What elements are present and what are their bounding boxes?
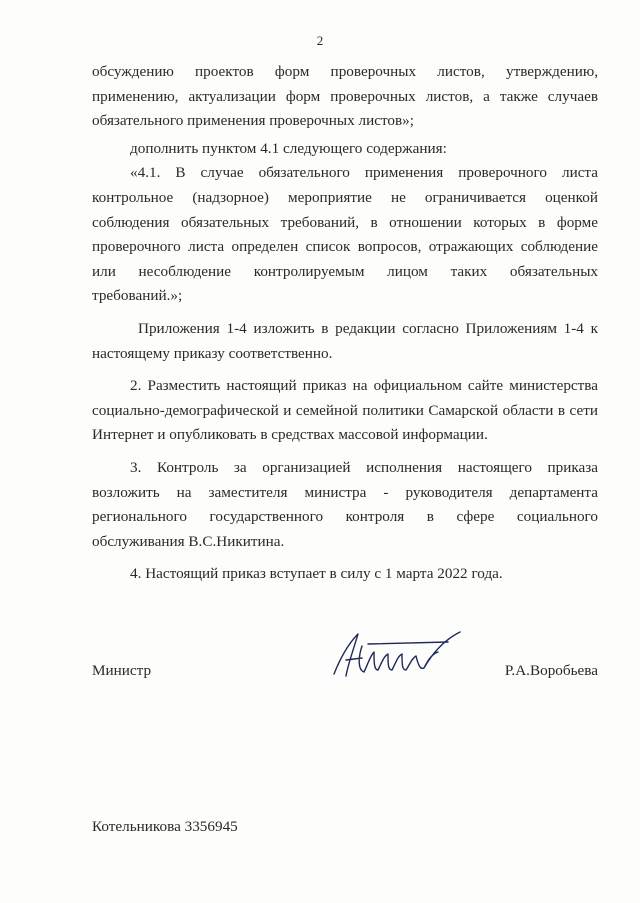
text-line: обязательного применения проверочных листов»; (92, 112, 414, 130)
text-line: проверочного листа определен список вопросов, отражающих соблюдение (92, 238, 598, 256)
text-line: обсуждению проектов форм проверочных листов, утверждению, (92, 63, 598, 80)
text-line: соблюдения обязательных требований, в отношении которых в форме (92, 213, 598, 231)
text-line: 3. Контроль за организацией исполнения настоящего приказа (130, 458, 598, 476)
document-body (92, 60, 598, 587)
text-line: применению, актуализации форм проверочных листов, а также случаев (92, 87, 598, 105)
text-line: возложить на заместителя министра - руководителя департамента (92, 483, 598, 501)
text-line: контрольное (надзорное) мероприятие не ограничивается оценкой (92, 188, 598, 206)
text-line: требований.»; (92, 287, 183, 305)
text-line: или несоблюдение контролируемым лицом таких обязательных (92, 262, 598, 280)
text-line: 2. Разместить настоящий приказ на официальном сайте министерства (130, 377, 598, 395)
signatory-name: Р.А.Воробьева (504, 662, 598, 679)
text-line: настоящему приказу соответственно. (92, 344, 333, 362)
signatory-role: Министр (92, 662, 152, 679)
signature-block (92, 659, 598, 683)
text-line: социально-демографической и семейной политики Самарской области в сети (92, 401, 598, 419)
text-line: Приложения 1-4 изложить в редакции согласно Приложениям 1-4 к (138, 319, 598, 337)
page-number: 2 (316, 33, 324, 48)
text-line: 4. Настоящий приказ вступает в силу с 1 марта 2022 года. (130, 565, 503, 583)
executor-contact: Котельникова 3356945 (92, 818, 238, 835)
text-line: регионального государственного контроля в сфере социального (92, 508, 598, 526)
text-line: «4.1. В случае обязательного применения проверочного листа (130, 164, 598, 182)
text-line: дополнить пунктом 4.1 следующего содержания: (130, 139, 447, 157)
text-line: Интернет и опубликовать в средствах массовой информации. (92, 426, 488, 444)
text-line: обслуживания В.С.Никитина. (92, 532, 285, 550)
